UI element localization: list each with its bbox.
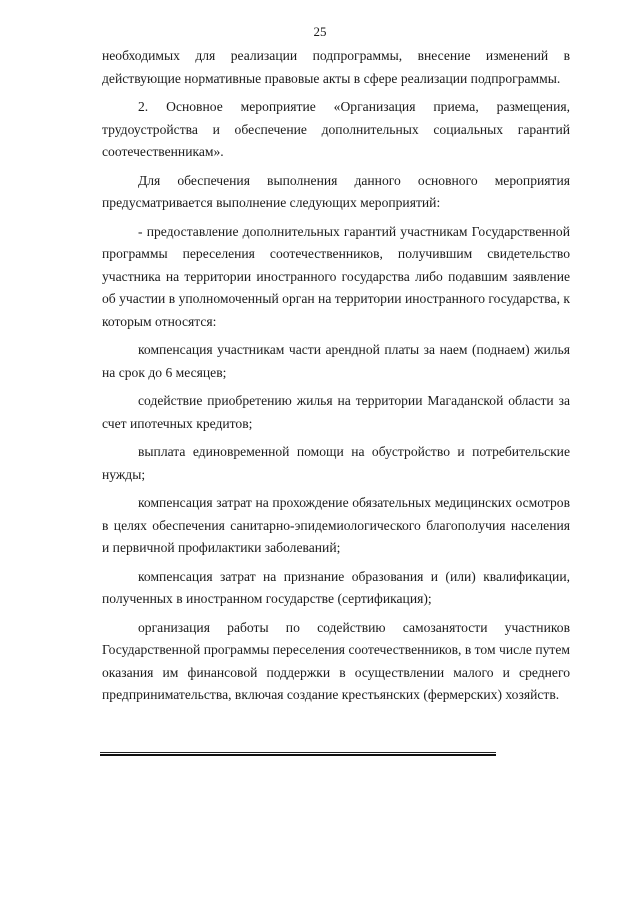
bottom-divider	[100, 752, 496, 753]
list-item-certification-compensation: компенсация затрат на признание образования и (или) квалификации, полученных в иностранном государстве (сертификация);	[102, 568, 570, 606]
list-item-rent-compensation: компенсация участникам части арендной платы за наем (поднаем) жилья на срок до 6 месяцев;	[102, 342, 570, 380]
list-item-medical-compensation: компенсация затрат на прохождение обязательных медицинских осмотров в целях обеспечения санитарно-эпидемиологического благополучия населения и первичной профилактики заболеваний;	[102, 495, 570, 555]
document-body	[102, 45, 570, 713]
page-number: 25	[313, 24, 327, 39]
list-item-self-employment: организация работы по содействию самозанятости участников Государственной программы переселения соотечественников, в том числе путем оказания им финансовой поддержки в осуществлении малого и среднего предпринимательства, включая создание крестьянских (фермерских) хозяйств.	[102, 619, 570, 702]
paragraph-intro: Для обеспечения выполнения данного основного мероприятия предусматривается выполнение следующих мероприятий:	[102, 172, 570, 210]
paragraph-guarantees: - предоставление дополнительных гарантий участникам Государственной программы переселения соотечественников, получившим свидетельство участника на территории иностранного государства либо подавшим заявление об участии в уполномоченный орган на территории иностранного государства, к которым относятся:	[102, 223, 570, 329]
list-item-housing-assistance: содействие приобретению жилья на территории Магаданской области за счет ипотечных кредитов;	[102, 393, 570, 431]
paragraph-continuation: необходимых для реализации подпрограммы, внесение изменений в действующие нормативные правовые акты в сфере реализации подпрограммы.	[102, 48, 570, 86]
list-item-one-time-payment: выплата единовременной помощи на обустройство и потребительские нужды;	[102, 444, 570, 482]
bottom-divider-thick	[100, 754, 496, 756]
paragraph-main-activity-2: 2. Основное мероприятие «Организация приема, размещения, трудоустройства и обеспечение дополнительных социальных гарантий соотечественникам».	[102, 99, 570, 159]
